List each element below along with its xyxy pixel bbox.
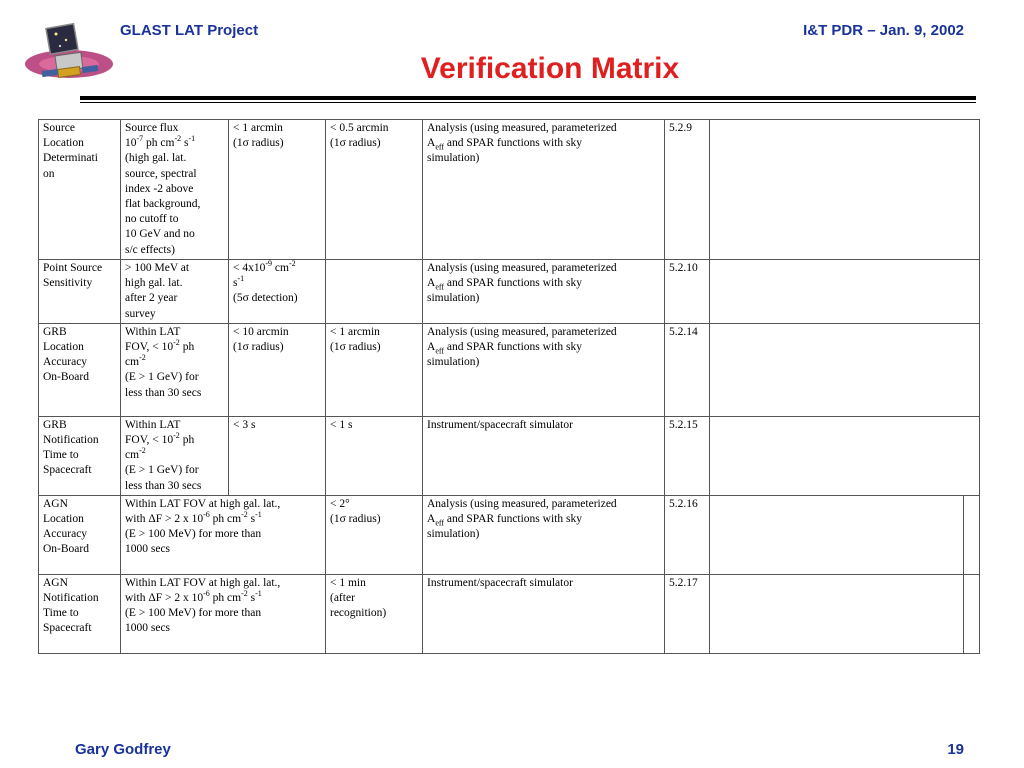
row-parameter: Source Location Determinati on	[39, 120, 121, 260]
row-parameter: AGN Location Accuracy On-Board	[39, 495, 121, 574]
row-notes	[710, 495, 964, 574]
row-requirement: < 1 arcmin (1σ radius)	[229, 120, 326, 260]
row-verification-method: Analysis (using measured, parameterized $A_{eff}$ and SPAR functions with sky simulation)	[423, 260, 665, 324]
page-number: 19	[947, 741, 964, 758]
row-notes	[710, 120, 980, 260]
row-notes	[710, 323, 980, 416]
table-row	[39, 574, 980, 653]
row-section: 5.2.14	[665, 323, 710, 416]
table-row	[39, 495, 980, 574]
row-verification-method: Analysis (using measured, parameterized $A_{eff}$ and SPAR functions with sky simulation)	[423, 120, 665, 260]
row-goal: < 1 s	[326, 416, 423, 495]
table-row	[39, 120, 980, 260]
row-requirement: < $4x10^{-9}$ $cm^{-2}$ $s^{-1}$ (5σ detection)	[229, 260, 326, 324]
table-row	[39, 260, 980, 324]
row-parameter: AGN Notification Time to Spacecraft	[39, 574, 121, 653]
row-verification-method: Instrument/spacecraft simulator	[423, 416, 665, 495]
verification-matrix-table	[38, 119, 980, 654]
row-condition: > 100 MeV at high gal. lat. after 2 year survey	[121, 260, 229, 324]
row-section: 5.2.10	[665, 260, 710, 324]
row-requirement: < 1 min (after recognition)	[326, 574, 423, 653]
row-verification-method: Instrument/spacecraft simulator	[423, 574, 665, 653]
footer-author: Gary Godfrey	[75, 741, 171, 758]
row-goal	[326, 260, 423, 324]
row-requirement: < 10 arcmin (1σ radius)	[229, 323, 326, 416]
row-section: 5.2.16	[665, 495, 710, 574]
row-requirement: < 3 s	[229, 416, 326, 495]
row-section: 5.2.17	[665, 574, 710, 653]
review-date: I&T PDR – Jan. 9, 2002	[803, 22, 964, 39]
row-parameter: Point Source Sensitivity	[39, 260, 121, 324]
row-extra	[964, 495, 980, 574]
row-condition: Source flux $10^{-7}$ ph $cm^{-2}$ $s^{-1}$ (high gal. lat. source, spectral index -2 above flat background, no cutoff to 10 GeV and no s/c effects)	[121, 120, 229, 260]
header-rule-thick	[80, 96, 976, 100]
row-condition: Within LAT FOV, < $10^{-2}$ ph $cm^{-2}$ (E > 1 GeV) for less than 30 secs	[121, 416, 229, 495]
project-name: GLAST LAT Project	[120, 22, 259, 39]
header-rule-thin	[80, 102, 976, 103]
row-parameter: GRB Location Accuracy On-Board	[39, 323, 121, 416]
row-goal: < 0.5 arcmin (1σ radius)	[326, 120, 423, 260]
row-condition: Within LAT FOV at high gal. lat., with ΔF > 2 x $10^{-6}$ ph $cm^{-2}$ $s^{-1}$ (E > 100 MeV) for more than 1000 secs	[121, 574, 326, 653]
row-goal: < 1 arcmin (1σ radius)	[326, 323, 423, 416]
row-parameter: GRB Notification Time to Spacecraft	[39, 416, 121, 495]
row-notes	[710, 574, 964, 653]
row-verification-method: Analysis (using measured, parameterized $A_{eff}$ and SPAR functions with sky simulation)	[423, 495, 665, 574]
row-section: 5.2.15	[665, 416, 710, 495]
table-row	[39, 416, 980, 495]
table-row	[39, 323, 980, 416]
row-notes	[710, 260, 980, 324]
page-title: Verification Matrix	[420, 52, 680, 85]
row-verification-method: Analysis (using measured, parameterized $A_{eff}$ and SPAR functions with sky simulation)	[423, 323, 665, 416]
row-condition: Within LAT FOV at high gal. lat., with ΔF > 2 x $10^{-6}$ ph $cm^{-2}$ $s^{-1}$ (E > 100 MeV) for more than 1000 secs	[121, 495, 326, 574]
row-requirement: < 2° (1σ radius)	[326, 495, 423, 574]
row-section: 5.2.9	[665, 120, 710, 260]
row-notes	[710, 416, 980, 495]
row-condition: Within LAT FOV, < $10^{-2}$ ph $cm^{-2}$ (E > 1 GeV) for less than 30 secs	[121, 323, 229, 416]
row-extra	[964, 574, 980, 653]
